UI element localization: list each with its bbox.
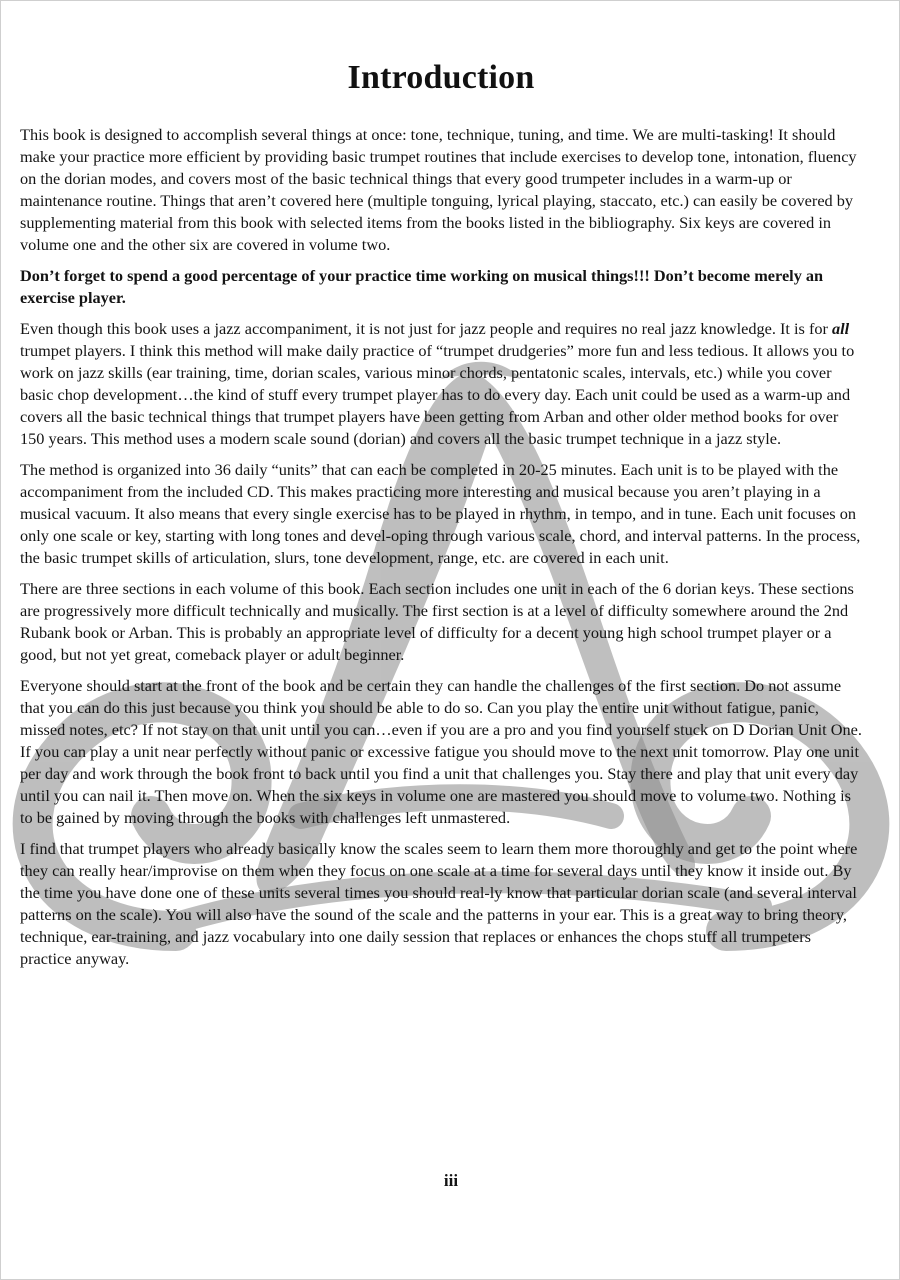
paragraph-getting-started: Everyone should start at the front of the book and be certain they can handle the challenges of the first section. Do not assume that you can do this just because you think you should be able to do so. Can you play the entire unit without fatigue, panic, missed notes, etc? If not stay on that unit until you can…even if you are a pro and you find yourself stuck on D Dorian Unit One. If you can play a unit near perfectly without panic or excessive fatigue you should move to the next unit tomorrow. Play one unit per day and work through the book front to back until you find a unit that challenges you. Stay there and play that unit every day until you can nail it. Then move on. When the six keys in volume one are mastered you should move to volume two. Nothing is to be gained by moving through the books with challenges left unmastered.	[20, 676, 862, 827]
document-body	[20, 59, 862, 979]
paragraph-musical-reminder: Don’t forget to spend a good percentage of your practice time working on musical things!!! Don’t become merely an exercise player.	[20, 266, 824, 307]
paragraph-text-segment: Even though this book uses a jazz accompaniment, it is not just for jazz people and requires no real jazz knowledge. It is for	[20, 319, 833, 338]
paragraph-learning-scales: I find that trumpet players who already basically know the scales seem to learn them more thoroughly and get to the point where they can really hear/improvise on them when they focus on one scale at a time for several days until they know it inside out. By the time you have done one of these units several times you should real-ly know that particular dorian scale (and several interval patterns on the scale). You will also have the sound of the scale and the patterns in your ear. This is a great way to bring theory, technique, ear-training, and jazz vocabulary into one daily session that replaces or enhances the chops stuff all trumpeters practice anyway.	[20, 839, 858, 968]
page-title: Introduction	[347, 59, 535, 96]
emphasized-word: all	[832, 319, 850, 338]
paragraph-intro-purpose: This book is designed to accomplish several things at once: tone, technique, tuning, and time. We are multi-tasking! It should make your practice more efficient by providing basic trumpet routines that include exercises to develop tone, intonation, fluency on the dorian modes, and covers most of the basic technical things that every good trumpeter includes in a warm-up or maintenance routine. Things that aren’t covered here (multiple tonguing, lyrical playing, staccato, etc.) can easily be covered by supplementing material from this book with selected items from the books listed in the bibliography. Six keys are covered in volume one and the other six are covered in volume two.	[20, 125, 857, 254]
page-number: iii	[443, 1171, 459, 1190]
paragraph-method-organization: The method is organized into 36 daily “units” that can each be completed in 20-25 minutes. Each unit is to be played with the accompaniment from the included CD. This makes practicing more interesting and musical because you aren’t playing in a musical vacuum. It also means that every single exercise has to be played in rhythm, in tempo, and in tune. Each unit focuses on only one scale or key, starting with long tones and devel-oping through various scale, chord, and interval patterns. In the process, the basic trumpet skills of articulation, slurs, tone development, range, etc. are covered in each unit.	[20, 460, 861, 567]
paragraph-text-segment: trumpet players. I think this method will make daily practice of “trumpet drudgeries” more fun and less tedious. It allows you to work on jazz skills (ear training, time, dorian scales, various minor chords, pentatonic scales, intervals, etc.) while you cover basic chop development…the kind of stuff every trumpet player has to do every day. Each unit could be used as a warm-up and covers all the basic technical things that trumpet players have been getting from Arban and other older method books for over 150 years. This method uses a modern scale sound (dorian) and covers all the basic trumpet technique in a jazz style.	[20, 341, 855, 448]
paragraph-sections: There are three sections in each volume of this book. Each section includes one unit in each of the 6 dorian keys. These sections are progressively more difficult technically and musically. The first section is at a level of difficulty somewhere around the 2nd Rubank book or Arban. This is probably an appropriate level of difficulty for a decent young high school trumpet player or a good, but not yet great, comeback player or adult beginner.	[20, 579, 854, 664]
paragraph-jazz-accompaniment	[20, 318, 862, 450]
